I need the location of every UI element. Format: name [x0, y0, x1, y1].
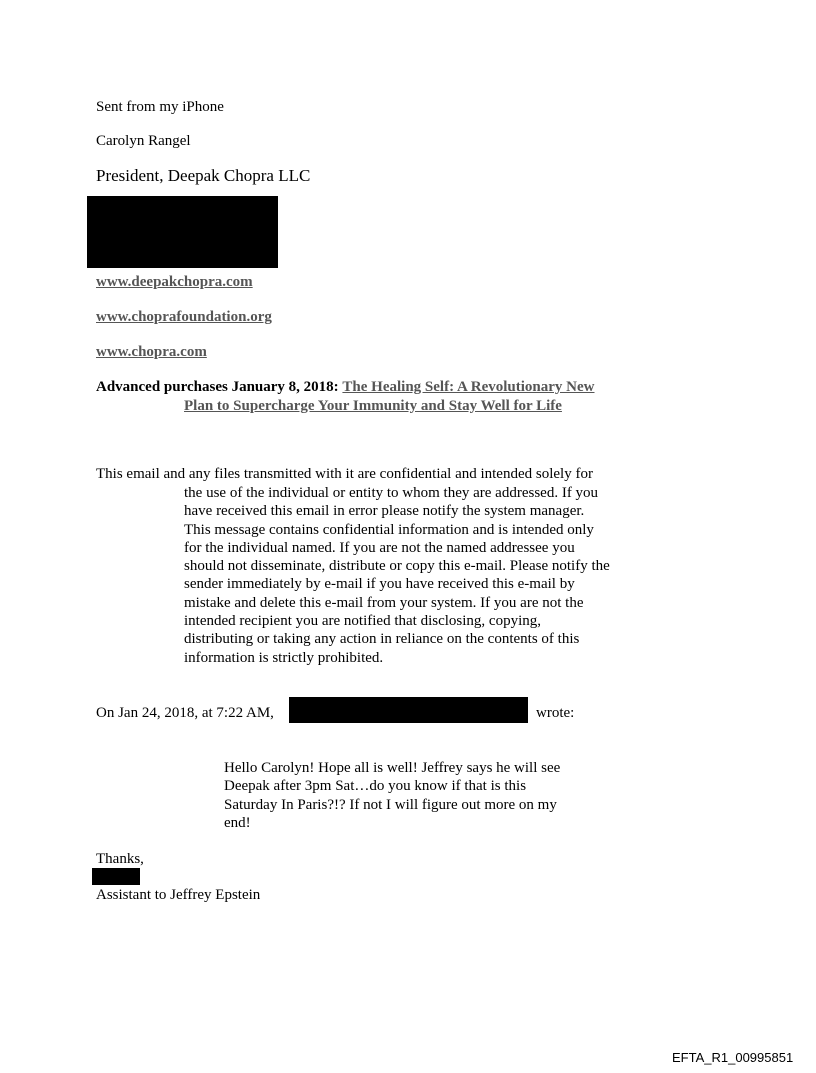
sent-from-line: Sent from my iPhone [96, 99, 224, 115]
document-id: EFTA_R1_00995851 [672, 1050, 794, 1065]
quoted-line: Deepak after 3pm Sat…do you know if that is this [224, 778, 527, 795]
closing-role: Assistant to Jeffrey Epstein [96, 887, 261, 903]
quoted-message-body [224, 759, 560, 832]
disclaimer-line: for the individual named. If you are not the named addressee you [184, 539, 575, 556]
advanced-purchases [96, 378, 595, 396]
disclaimer-line: have received this email in error please notify the system manager. [184, 503, 585, 520]
quoted-line: Saturday In Paris?!? If not I will figure out more on my [224, 796, 557, 813]
disclaimer-line: should not disseminate, distribute or copy this e-mail. Please notify the [184, 558, 610, 575]
redaction-name [92, 868, 140, 885]
signer-title: President, Deepak Chopra LLC [96, 166, 311, 185]
disclaimer-body [184, 484, 610, 667]
quoted-header-prefix: On Jan 24, 2018, at 7:22 AM, [96, 705, 274, 721]
redaction-block [87, 196, 278, 268]
disclaimer-line: distributing or taking any action in reliance on the contents of this [184, 631, 580, 648]
link-deepakchopra[interactable]: www.deepakchopra.com [96, 274, 253, 290]
disclaimer-line: This message contains confidential information and is intended only [184, 521, 594, 538]
quoted-line: end! [224, 814, 251, 831]
disclaimer-line: the use of the individual or entity to whom they are addressed. If you [184, 485, 599, 501]
link-chopra[interactable]: www.chopra.com [96, 344, 207, 360]
disclaimer-line: intended recipient you are notified that disclosing, copying, [184, 613, 541, 630]
redaction-sender [289, 697, 528, 723]
disclaimer-line: information is strictly prohibited. [184, 649, 384, 666]
advanced-purchases-label: Advanced purchases January 8, 2018: [96, 379, 339, 395]
disclaimer-first-line: This email and any files transmitted with it are confidential and intended solely for [96, 466, 593, 482]
book-title-link-line2[interactable]: Plan to Supercharge Your Immunity and Stay Well for Life [184, 398, 562, 414]
quoted-line: Hello Carolyn! Hope all is well! Jeffrey says he will see [224, 760, 561, 776]
disclaimer-line: sender immediately by e-mail if you have received this e-mail by [184, 576, 575, 593]
disclaimer-line: mistake and delete this e-mail from your system. If you are not the [184, 594, 584, 611]
signer-name: Carolyn Rangel [96, 133, 191, 149]
book-title-link-line1[interactable]: The Healing Self: A Revolutionary New [342, 379, 595, 395]
quoted-header-suffix: wrote: [536, 705, 575, 721]
closing-thanks: Thanks, [96, 851, 144, 867]
link-choprafoundation[interactable]: www.choprafoundation.org [96, 309, 272, 325]
